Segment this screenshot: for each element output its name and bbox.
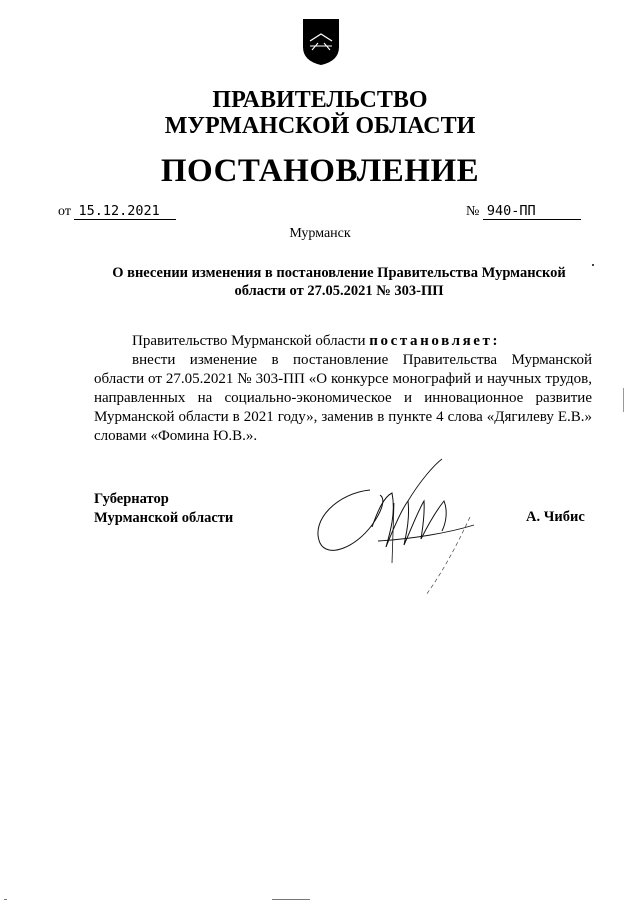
date-prefix: от — [58, 204, 71, 219]
number-value: 940-ПП — [483, 203, 581, 220]
document-type-title: ПОСТАНОВЛЕНИЕ — [160, 153, 480, 189]
intro-action: постановляет: — [369, 333, 501, 349]
signatory-title — [94, 490, 233, 528]
organization-name-line1: ПРАВИТЕЛЬСТВО — [212, 87, 428, 113]
organization-name-line2: МУРМАНСКОЙ ОБЛАСТИ — [164, 113, 476, 139]
document-date — [58, 203, 176, 220]
signatory-title-line1: Губернатор — [94, 491, 169, 507]
coat-of-arms-icon — [301, 17, 341, 67]
subject-line2: области от 27.05.2021 № 303-ПП — [234, 283, 444, 299]
number-prefix: № — [466, 204, 480, 219]
corner-mark — [4, 899, 7, 900]
document-subject — [96, 264, 582, 300]
document-number — [466, 203, 581, 220]
body-paragraph: внести изменение в постановление Правительства Мурманской области от 27.05.2021 № 303-ПП «О конкурсе монографий и научных трудов, направленных на социально-экономическое и инновационное развитие Мурманской области в 2021 году», заменив в пункте 4 слова «Дягилеву Е.В.» словами «Фомина Ю.В.». — [94, 352, 592, 444]
margin-mark — [623, 388, 624, 412]
document-body — [94, 332, 592, 446]
subject-line1: О внесении изменения в постановление Правительства Мурманской — [112, 265, 566, 281]
intro-prefix: Правительство Мурманской области — [132, 333, 370, 349]
signatory-name: А. Чибис — [526, 509, 585, 525]
city-name: Мурманск — [289, 226, 351, 241]
scan-dot — [592, 264, 594, 266]
bottom-mark — [272, 899, 310, 900]
signatory-title-line2: Мурманской области — [94, 510, 234, 526]
handwritten-signature — [308, 455, 478, 600]
body-intro — [94, 332, 592, 351]
date-value: 15.12.2021 — [74, 203, 176, 220]
